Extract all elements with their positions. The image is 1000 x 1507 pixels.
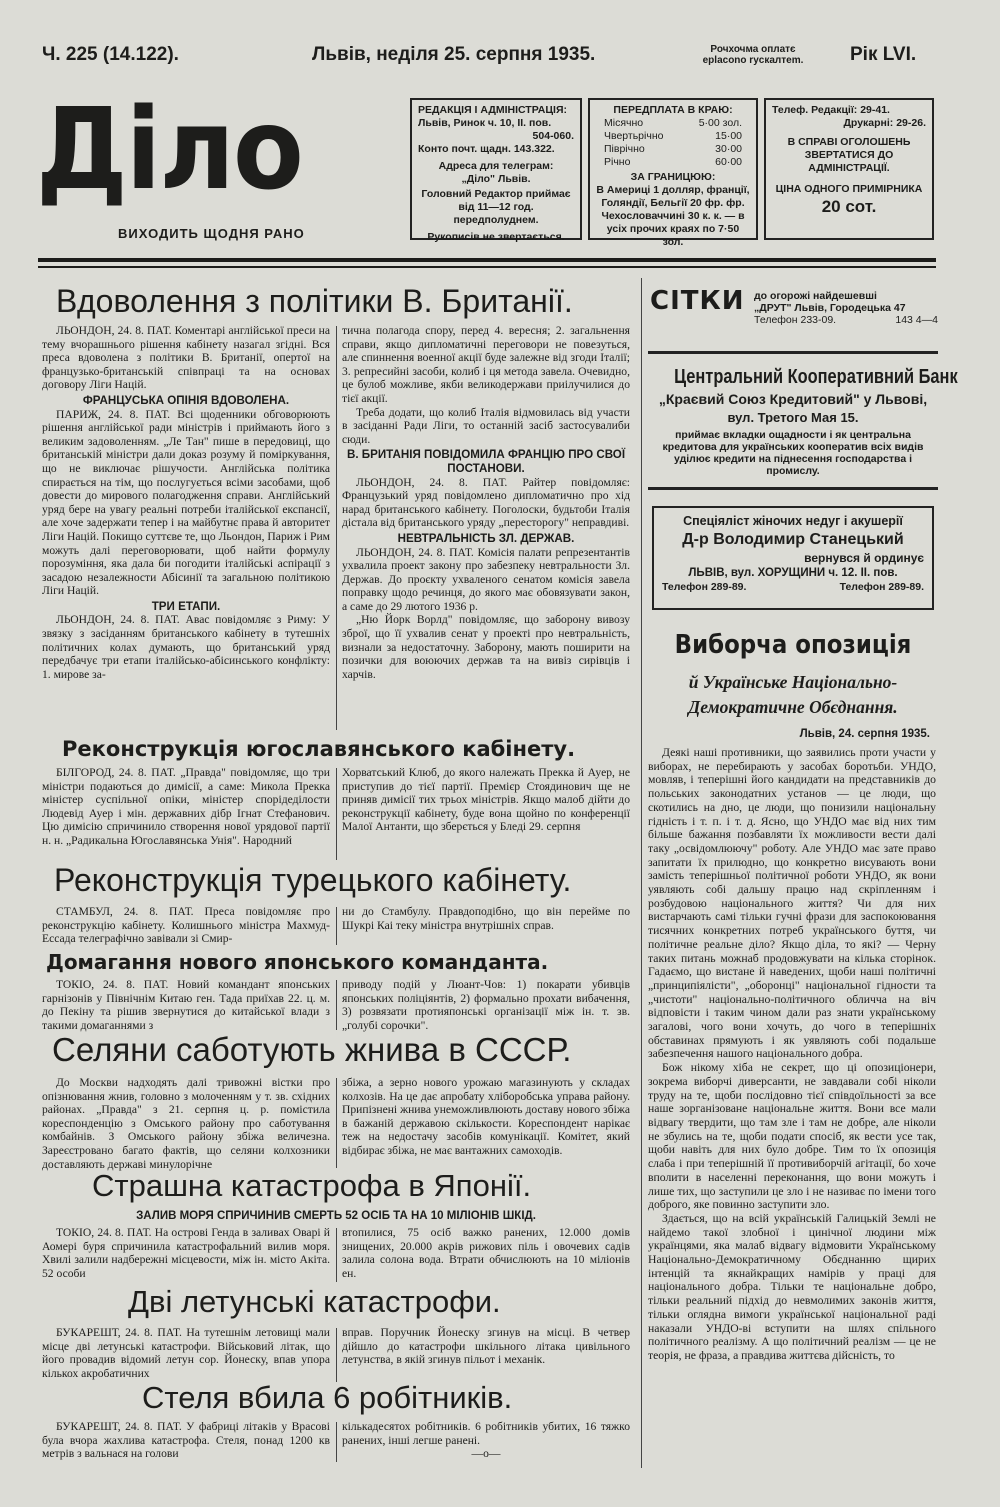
- subscription-row: Річно 60·00: [604, 156, 742, 168]
- ad-doctor-line1: Спеціяліст жіночих недуг і акушерії: [683, 514, 903, 528]
- article-divider: [336, 768, 337, 860]
- subscription-abroad-text: В Америці 1 долляр, франції, Голяндії, Бельгії 20 фр. фр. Чехословаччині 30 к. к. — в усіх прочих краях по 7·50 зол.: [596, 184, 750, 248]
- price-value: 20 сот.: [821, 197, 877, 216]
- headline-britain: Вдоволення з політики В. Британії.: [56, 283, 573, 319]
- phone-editorial: Телеф. Редакції: 29-41.: [772, 104, 890, 116]
- headline-japan-disaster: Страшна катастрофа в Японії.: [92, 1168, 532, 1203]
- editorial-box-manuscripts: Рукописів не звертається.: [427, 231, 565, 243]
- headline-ussr: Селяни саботують жнива в СССР.: [52, 1031, 572, 1068]
- article-divider: [336, 1422, 337, 1462]
- ad-doctor: [652, 506, 934, 610]
- article-britain-col2: тична полагода спору, перед 4. вересня; 2. загальнення справи, якщо дипломатичні переговори не повезуться, але спиннення военної акції буде залежне від згоди Італії; 3. репресийні засоби, колиб і ця метода завела. Очевидно, це булоб можливе, якби великодержави приілучилися до тієї акції. Треба додати, що колиб Італія відмовилась від участи в засіданні Ради Ліги, то останній засіб застосувалиби сюди. В. БРИТАНІЯ ПОВІДОМИЛА ФРАНЦІЮ ПРО СВОЇ ПОСТАНОВИ. ЛЬОНДОН, 24. 8. ПАТ. Райтер повідомляє: Французький уряд повідомлено дипломатично про хід нарад британського кабінету. Поголоски, будьтоби Італія дістала від британського уряду „пересторогу" неправдиві. НЕВТРАЛЬНІСТЬ ЗЛ. ДЕРЖАВ. ЛЬОНДОН, 24. 8. ПАТ. Комісія палати репрезентантів ухвалила проект закону про забезпеку невтральности Зл. Держав. До проєкту ухваленого сенатом комісія завела поправку щодо речинця, до якого має обовязувати закон, а саме до 29 лютого 1936 р. „Ню Йорк Ворлд" повідомляє, що заборону вивозу зброї, що її ухвалив сенат у проекті про невтральність, визнали за недостаточну. Заборону, мають поширити на позички для воюючих держав та на вивіз сирівців і харчів.: [342, 324, 630, 681]
- price-label: ЦІНА ОДНОГО ПРИМІРНИКА: [775, 183, 923, 195]
- editorial-dateline: Львів, 24. серпня 1935.: [799, 728, 930, 740]
- ad-sitky-text: до огорожі найдешевші „ДРУТ" Львів, Городецька 47 Телефон 233-09. 143 4—4: [754, 290, 938, 326]
- editorial-subhead-1: й Українське Національно-: [688, 672, 898, 692]
- ad-bank-title: Центральний Кооперативний Банк: [674, 366, 958, 388]
- article-ceiling-col1: БУКАРЕШТ, 24. 8. ПАТ. У фабриці літаків у Врасові була вчора жахлива катастрофа. Стеля, понад 1200 кв метрів з вальнася на голови: [42, 1420, 330, 1461]
- editorial-headline: Виборча опозиція: [674, 630, 912, 660]
- article-ussr-col1: До Москви надходять далі тривожні вістки про опізнювання жнив, головно з молоченням у т. зв. східних районах. „Правда" з 21. серпня ц. р. помістила кореспонденцію з Омського району про саботування комбайнів. З Омського району збіжа величезна. Зареєстровано багато фактів, що селяни колхозники доставляють державі минулорічне: [42, 1076, 330, 1171]
- issue-number: Ч. 225 (14.122).: [42, 44, 179, 65]
- subscription-abroad-title: ЗА ГРАНИЦЮЮ:: [630, 171, 716, 183]
- headline-air-crashes: Дві летунські катастрофи.: [128, 1284, 501, 1319]
- article-ceiling-col2: кількадесятох робітників. 6 робітників убитих, 16 тяжко ранених, інші легше ранені. —о—: [342, 1420, 630, 1461]
- article-disaster-col2: втопилися, 75 осіб важко ранених, 12.000 домів знищених, 20.000 акрів рижових піль і овочевих садів залила солона вода. Втрати обчислюють на 10 міліонів ен.: [342, 1226, 630, 1280]
- masthead-title: Діло: [36, 85, 302, 215]
- phone-printing: Друкарні: 29-26.: [843, 117, 926, 129]
- article-divider: [336, 1078, 337, 1168]
- article-disaster-col1: ТОКІО, 24. 8. ПАТ. На острові Генда в заливах Оварі й Аомері буря спричинила катастрофальний вилив моря. Хвилі залили надбережні місцевости, між ін. місто Акіта. 52 особи: [42, 1226, 330, 1280]
- subhead-japan-disaster: ЗАЛИВ МОРЯ СПРИЧИНИВ СМЕРТЬ 52 ОСІБ ТА НА 10 МІЛІОНІВ ШКІД.: [136, 1210, 536, 1222]
- subscription-row: Місячно 5·00 зол.: [604, 117, 742, 129]
- article-divider: [336, 1228, 337, 1282]
- headline-ceiling: Стеля вбила 6 робітників.: [142, 1380, 513, 1415]
- editorial-box-editor: Головний Редактор приймає від 11—12 год. передполуднем.: [421, 188, 571, 226]
- ad-doctor-line3: ЛЬВІВ, вул. ХОРУЩИНИ ч. 12. ІІ. пов.: [688, 567, 898, 579]
- ads-note: В СПРАВІ ОГОЛОШЕНЬ ЗВЕРТАТИСЯ ДО АДМІНІСТРАЦІЇ.: [787, 136, 911, 174]
- article-divider: [336, 907, 337, 945]
- article-crashes-col2: вправ. Поручник Йонеску згинув на місці. В четвер дійшло до катастрофи шкільного літака цивільного летунства, в якій згинув пільот і механік.: [342, 1326, 630, 1367]
- editorial-box-account: Конто почт. щадн. 143.322.: [418, 143, 555, 155]
- editorial-box-telegram: Адреса для телеграм:: [438, 160, 554, 172]
- article-crashes-col1: БУКАРЕШТ, 24. 8. ПАТ. На тутешнім летовищі мали місце дві летунські катастрофи. Військовий літак, що його провадив відомий летун сор. Йонеску, впав упора кількох акробатичних: [42, 1326, 330, 1380]
- editorial-box-telegram-address: „Діло" Львів.: [461, 173, 531, 185]
- article-japan-col2: приводу подій у Люант-Чов: 1) покарати убивців японських поліціянтів, 2) формально прохати вибачення, 3) розвязати протияпонські організації між ін. т. зв. „голубі сорочки".: [342, 978, 630, 1032]
- headline-yugoslav: Реконструкція югославянського кабінету.: [62, 737, 576, 761]
- editorial-subhead-2: Демократичне Обєднання.: [688, 697, 898, 717]
- header-rule-thin: [38, 266, 936, 268]
- column-divider: [641, 278, 642, 1468]
- article-ussr-col2: збіжа, а зерно нового урожаю магазинують у складах колхозів. На це дає апробату хліборобська управа району. Припізнені жнива унеможливлюють доставу нового збіжа в бажаній державою скількости. Кореспондент нарікає теж на недостачу засобів комунікації. Комітет, який відбирає збіжа, не має вантажних самоходів.: [342, 1076, 630, 1157]
- ad-bank: [648, 360, 958, 490]
- headline-turkey: Реконструкція турецького кабінету.: [54, 862, 572, 898]
- date-line: Львів, неділя 25. серпня 1935.: [312, 44, 596, 65]
- ad-doctor-line2: вернувся й ординує: [804, 551, 924, 565]
- subscription-row: Піврічно 30·00: [604, 143, 742, 155]
- editorial-body: Деякі наші противники, що заявились проти участи у виборах, не перебирають у засобах боротьби. УНДО, мовляв, і теперішні його кандидати на представників до польських законодатних установ — це люди, що скотились на дно, це люди, що понизили національну гідність і т. п. і т. д. Ясно, що УНДО має від них тим більше бажання позбавляти їх можливости вести далі таку „освідомлюючу" роботу. Але УНДО має зате право запитати їх прилюдно, що конкретно висувають вони замість теперішньої політичної роботи УНДО, як вони уявляють собі дальшу працю над скріпленням і розбудовою національного життя? Чи для них вистарчають самі тільки гучні фрази для заспокоювання тисячних конкретних потреб українського буття, чи політичне реальне діло? Якщо діла, то які? — Черну таких питань можнаб продовжувати на кілька сторінок. Гадаємо, що вистане й наведених, щоби наші політичні „принципіялісти", „оборонці" національної гідности та „чистоти" національно-політичного обличча на віч відповісти і таким чином дали раз знати українському загалові, чого вони хочуть, до чого в теперішніх обставинах прямують і як уявляють собі подальше забезпечення нашого національного добра. Бож нікому хіба не секрет, що ці опозиціонери, зокрема виборчі диверсанти, не завдавали собі ніколи труду на те, щоби послідовно тієї співдоїльності за все наше зорганізоване національне життя. Вони все мали відвагу твердити, що там зле і там не добре, але ніколи не збулись на те, щоби подати спосіб, як вести усе так, щоби навіть для них було добре. Тим то їх опозиція слаба і при теперішній її противиборчій агітації, бо хоче вполити в населенні переконання, що вони можуть і лише тих, що заступили це зло і не називає по імени того доброго, яке повинно заступити зло. Здається, що на всій українській Галицькій Землі не найдемо такої злобної і цинічної людини між українцями, яка малаб відвагу відмовити Українському Національно-Демократичному Обєднанню щирих інтенцій та якнайкращих намірів у праці для національного добра. Тільки те національне добро, тільки реальний підхід до невмолимих законів життя, тільки оглядна вимоги української національної раді наказали УНДО-ві вступити на шлях спільного політичного реалізму. А що політичний реалізм — це не теорія, не фраза, а правдива життєва дійсність, то: [648, 746, 936, 1362]
- editorial-box-address: Львів, Ринок ч. 10, II. пов.: [418, 117, 552, 129]
- ad-doctor-name: Д-р Володимир Станецький: [682, 531, 904, 548]
- headline-japan-commander: Домагання нового японського команданта.: [46, 950, 549, 974]
- article-divider: [336, 1328, 337, 1382]
- article-japan-col1: ТОКІО, 24. 8. ПАТ. Новий командант японських гарнізонів у Північнім Китаю ген. Тада приїхав 22. ц. м. до Пекіну та рішив звернутися до китайської влади з такими домаганнями з: [42, 978, 330, 1032]
- subscription-title: ПЕРЕДПЛАТА В КРАЮ:: [613, 104, 733, 116]
- ad-sitky: [648, 286, 938, 354]
- ad-sitky-brand: СІТКИ: [650, 286, 745, 316]
- editorial-box-title: РЕДАКЦІЯ І АДМІНІСТРАЦІЯ:: [418, 104, 568, 116]
- header-rule: [38, 258, 936, 262]
- ad-bank-body: приймає вкладки ощадности і як центральна кредитова для українських кооператив всіх видів уділює кредити на піднесення господарства і промислу.: [662, 429, 924, 477]
- ad-bank-subtitle: „Краєвий Союз Кредитовий" у Львові,: [658, 391, 928, 407]
- year-label: Рік LVI.: [850, 44, 917, 65]
- article-divider: [336, 326, 337, 730]
- article-turkey-col2: ни до Стамбулу. Правдоподібно, що він перейме по Шукрі Каі теку міністра внутрішніх справ.: [342, 905, 630, 932]
- ad-bank-address: вул. Третого Мая 15.: [727, 410, 859, 425]
- article-yugoslav-col2: Хорватський Клюб, до якого належать Прекка й Ауер, не приступив до тієї партії. Премієр Стоядинович ще не приняв димісії тих трьох міністрів. Якщо малоб дійти до реконструкції кабінету, буде вона щойно по конференції Малої Антанти, що зберється у Бледі 29. серпня: [342, 766, 630, 834]
- postage-note: Рочхочма оплатє ерlacono rycкaлтem.: [702, 44, 804, 66]
- article-divider: [336, 980, 337, 1030]
- subscription-row: Чвертьрічно 15·00: [604, 130, 742, 142]
- ad-doctor-phones: Телефон 289-89. Телефон 289-89.: [662, 581, 924, 593]
- phones-box: [764, 98, 934, 240]
- article-britain-col1: ЛЬОНДОН, 24. 8. ПАТ. Коментарі англійської преси на тему вчорашнього рішення кабінету назагал згідні. Вся преса вдоволена з політики В. Британії, опертої на французько-британській співпраці та на основах договору Ліги Націй. ФРАНЦУСЬКА ОПІНІЯ ВДОВОЛЕНА. ПАРИЖ, 24. 8. ПАТ. Всі щоденники обговорюють рішення англійської ради міністрів і приймають його з великим задоволенням. „Ле Тан" пише в передовиці, що британській міністри дали доказ розуму й поміркування, що не виключає рішучости. Англійська політика спирається на тім, що послугується всіми засобами, щоб довести до мирового полагодження справи. Англійський уряд бере на увагу реальні потреби італійської експансії, але хоче задержати тепер і на майбутнє права й авторитет Ліги Націй. Покищо суттєве те, що Льондон, Париж і Рим можуть далі переговорювати, щоб найти формулу порозуміння, яка дала би погодити італійські аспірації з засадою незалежности Абісинії та загальною політикою Ліги Націй. ТРИ ЕТАПИ. ЛЬОНДОН, 24. 8. ПАТ. Авас повідомляє з Риму: У звязку з засіданням британського кабінету в тутешніх політичних колах думають, що британський уряд передбачує три етапи італійсько-абісинського конфлікту: 1. мирове за-: [42, 324, 330, 681]
- subscription-box: [588, 98, 758, 248]
- editorial-info-box: [410, 98, 582, 243]
- article-turkey-col1: СТАМБУЛ, 24. 8. ПАТ. Преса повідомляє про реконструкцію кабінету. Колишнього міністра Махмуд-Ессада телеграфічно завівали зі Смир-: [42, 905, 330, 946]
- editorial-box-code: 504-060.: [532, 130, 574, 142]
- masthead-tagline: ВИХОДИТЬ ЩОДНЯ РАНО: [118, 226, 305, 241]
- article-yugoslav-col1: БІЛГОРОД, 24. 8. ПАТ. „Правда" повідомляє, що три міністри подаються до димісії, а саме: Микола Прекка міністер суспільної опіки, міністер спорідеділости Людевід Ауер і мін. державних дібр Ігнат Стефанович. Цю димісію спричинило створення нової урядової партії н. н. „Радикальна Югославянська Унія". Народний: [42, 766, 330, 847]
